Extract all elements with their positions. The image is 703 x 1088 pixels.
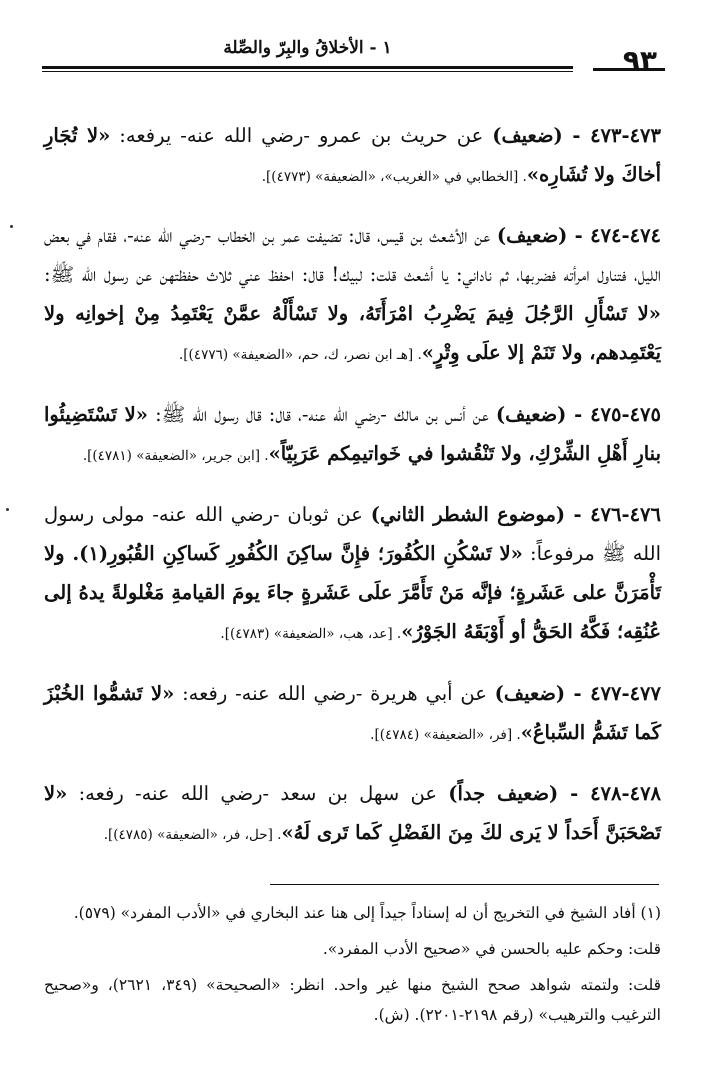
hadith-number: ٤٧٨-٤٧٨ - — [558, 782, 662, 805]
hadith-source: . [عد، هب، «الضعيفة» (٤٧٨٣)]. — [220, 626, 402, 642]
hadith-grade: (ضعيف) — [495, 402, 567, 426]
hadith-entry — [44, 395, 661, 476]
hadith-quote: «لا تَشمُّوا الخُبْزَ كَما تَشَمُّ السِّباعُ» — [44, 681, 661, 744]
footnote-separator — [270, 884, 659, 885]
hadith-list — [44, 96, 661, 869]
hadith-entry — [44, 774, 661, 855]
hadith-grade: (موضوع الشطر الثاني) — [370, 503, 566, 526]
footnotes — [44, 898, 661, 1036]
hadith-number: ٤٧٧-٤٧٧ - — [565, 681, 661, 705]
hadith-quote: «لا تُجَارِ أخاكَ ولا تُشَارِه» — [44, 123, 661, 186]
hadith-quote: «لا تَسْأَلِ الرَّجُلَ فِيمَ يَضْرِبُ امْرَأَتَهُ، ولا تَسْأَلْهُ عمَّنْ يَعْتَمِدُ مِنْ إخوانِه ولا يَعْتَمِدهم، ولا تَنَمْ إلا علَى وِتْرٍ» — [44, 302, 661, 364]
hadith-text: عن ثوبان -رضي الله عنه- مولى رسول الله ﷺ مرفوعاً: — [44, 503, 661, 565]
hadith-text: عن سهل بن سعد -رضي الله عنه- رفعه: — [67, 782, 449, 805]
hadith-entry — [44, 495, 661, 654]
hadith-source: . [الخطابي في «الغريب»، «الضعيفة» (٤٧٧٣)]. — [261, 168, 527, 185]
footnote-comment: قلت: وحكم عليه بالحسن في «صحيح الأدب المفرد». — [322, 940, 661, 958]
hadith-quote: «لا تَصْحَبَنَّ أَحَداً لا يَرى لكَ مِنَ الفَضْلِ كَما تَرى لَهُ» — [44, 782, 661, 844]
hadith-text: عن أبي هريرة -رضي الله عنه- رفعه: — [174, 681, 495, 705]
hadith-source: . [حل، فر، «الضعيفة» (٤٧٨٥)]. — [103, 827, 282, 843]
footnote: (١) أفاد الشيخ في التخريج أن له إسناداً جيداً إلى هنا عند البخاري في «الأدب المفرد» (٥٧٩). — [73, 904, 661, 922]
hadith-grade: (ضعيف) — [492, 123, 563, 147]
page-header — [42, 38, 665, 78]
hadith-entry — [44, 116, 661, 197]
hadith-grade: (ضعيف) — [496, 224, 568, 247]
page-number: ٩٣ — [622, 44, 657, 77]
hadith-source: . [هـ ابن نصر، ك، حم، «الضعيفة» (٤٧٧٦)]. — [179, 347, 422, 363]
hadith-entry — [44, 216, 661, 375]
hadith-quote: «لا تَسْكُنِ الكُفُورَ؛ فإِنَّ ساكِنَ الكُفُورِ كَساكِنِ القُبُورِ(١). ولا تَأْمَرَنَّ على عَشَرةٍ؛ فإنَّه مَنْ تَأَمَّرَ علَى عَشَرةٍ جاءَ يومَ القيامةِ مَغْلولةً يدهُ إلى عُنُقِه؛ فَكَّهُ الحَقُّ أو أَوْبَقَهُ الجَوْرُ» — [44, 542, 661, 643]
hadith-number: ٤٧٦-٤٧٦ - — [565, 503, 661, 526]
hadith-quote: «لا تَسْتَضِيئُوا بنارِ أَهْلِ الشِّرْكِ، ولا تَنْقُشوا في خَواتيمِكم عَرَبِيّاً» — [44, 402, 661, 465]
header-rule — [42, 66, 573, 69]
header-rule-thin — [42, 71, 573, 72]
hadith-grade: (ضعيف) — [494, 681, 566, 705]
footnote-comment: قلت: ولتمته شواهد صحح الشيخ منها غير واحد. انظر: «الصحيحة» (٣٤٩، ٢٦٢١)، و«صحيح الترغيب والترهيب» (رقم ٢١٩٨-٢٢٠١). (ش). — [44, 976, 661, 1024]
hadith-source: . [فر، «الضعيفة» (٤٧٨٤)]. — [370, 726, 521, 743]
hadith-number: ٤٧٣-٤٧٣ - — [562, 123, 661, 147]
hadith-text: عن الأشعث بن قيس، قال: تضيفت عمر بن الخطاب -رضي الله عنه-، فقام في بعض الليل، فتناول امرأته فضربها، ثم ناداني: يا أشعث قلت: لبيك! قال: احفظ عني ثلاث حفظتهن عن رسول الله ﷺ: — [44, 224, 661, 286]
hadith-number: ٤٧٤-٤٧٤ - — [567, 224, 662, 247]
scan-speck — [10, 225, 13, 228]
hadith-number: ٤٧٥-٤٧٥ - — [566, 402, 661, 426]
hadith-entry — [44, 674, 661, 755]
running-title: ١ - الأخلاقُ والبِرّ والصِّلة — [223, 38, 392, 58]
hadith-grade: (ضعيف جداً) — [448, 782, 559, 805]
hadith-text: عن أنس بن مالك -رضي الله عنه-، قال: قال رسول الله ﷺ: — [147, 402, 496, 426]
hadith-source: . [ابن جرير، «الضعيفة» (٤٧٨١)]. — [82, 447, 269, 464]
page-number-rule — [593, 68, 665, 71]
scan-speck — [6, 508, 9, 511]
hadith-text: عن حريث بن عمرو -رضي الله عنه- يرفعه: — [110, 123, 493, 147]
